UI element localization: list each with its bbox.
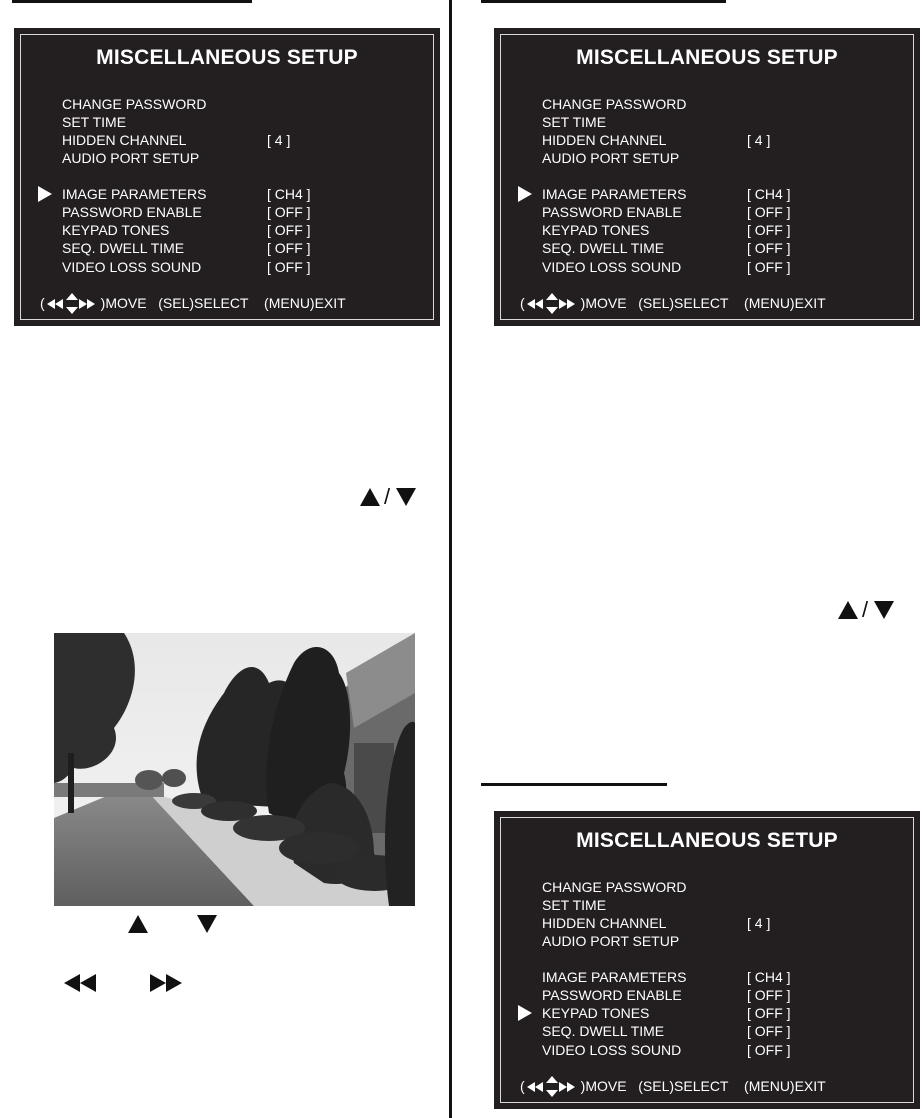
footer-move-label: )MOVE xyxy=(100,295,147,311)
menu-item[interactable]: KEYPAD TONES xyxy=(62,222,170,238)
section-rule-top-right xyxy=(481,0,726,3)
menu-item[interactable]: HIDDEN CHANNEL xyxy=(62,132,187,148)
footer-select-label: (SEL)SELECT xyxy=(158,295,249,311)
menu-item[interactable]: VIDEO LOSS SOUND xyxy=(542,1042,682,1058)
menu-item-value: [ CH4 ] xyxy=(747,969,791,985)
arrow-separator: / xyxy=(384,484,391,509)
menu-item[interactable]: PASSWORD ENABLE xyxy=(62,204,202,220)
down-arrow-icon xyxy=(874,601,894,619)
camera-image-photo xyxy=(54,633,415,906)
footer-move-label: )MOVE xyxy=(580,1078,627,1094)
menu-item-value: [ OFF ] xyxy=(747,1042,791,1058)
menu-title: MISCELLANEOUS SETUP xyxy=(96,46,358,69)
menu-item[interactable]: SET TIME xyxy=(542,114,607,130)
navigation-arrows-icon xyxy=(525,1080,581,1094)
menu-item-value: [ OFF ] xyxy=(267,204,311,220)
menu-item[interactable]: PASSWORD ENABLE xyxy=(542,204,682,220)
navigation-arrows-icon xyxy=(45,297,101,311)
footer-exit-label: (MENU)EXIT xyxy=(744,295,826,311)
menu-item-value: [ 4 ] xyxy=(267,132,291,148)
menu-item[interactable]: SEQ. DWELL TIME xyxy=(542,1023,665,1039)
menu-item[interactable]: KEYPAD TONES xyxy=(542,222,650,238)
osd-inner-frame xyxy=(500,34,914,320)
menu-item[interactable]: IMAGE PARAMETERS xyxy=(62,186,207,202)
menu-item-value: [ OFF ] xyxy=(267,222,311,238)
menu-footer xyxy=(40,295,346,311)
navigation-arrows-icon xyxy=(525,297,581,311)
menu-title: MISCELLANEOUS SETUP xyxy=(576,46,838,69)
menu-item[interactable]: SEQ. DWELL TIME xyxy=(62,240,185,256)
menu-footer xyxy=(520,1078,826,1094)
osd-screen-bottom-right xyxy=(494,811,920,1109)
up-arrow-icon xyxy=(128,915,148,933)
down-arrow-icon xyxy=(396,488,416,506)
arrow-separator: / xyxy=(862,597,869,622)
footer-open-paren: ( xyxy=(520,295,525,311)
footer-open-paren: ( xyxy=(40,295,45,311)
menu-item[interactable]: AUDIO PORT SETUP xyxy=(62,150,200,166)
menu-item[interactable]: IMAGE PARAMETERS xyxy=(542,969,687,985)
footer-select-label: (SEL)SELECT xyxy=(638,295,729,311)
menu-item-value: [ OFF ] xyxy=(267,240,311,256)
menu-item-value: [ OFF ] xyxy=(747,259,791,275)
menu-item[interactable]: PASSWORD ENABLE xyxy=(542,987,682,1003)
double-right-arrow-icon xyxy=(150,974,186,992)
menu-item-value: [ 4 ] xyxy=(747,132,771,148)
menu-item[interactable]: CHANGE PASSWORD xyxy=(542,879,687,895)
footer-exit-label: (MENU)EXIT xyxy=(264,295,346,311)
menu-item[interactable]: SET TIME xyxy=(62,114,127,130)
menu-item-value: [ OFF ] xyxy=(747,240,791,256)
osd-inner-frame xyxy=(500,817,914,1103)
osd-screen-top-right xyxy=(494,28,920,326)
menu-title: MISCELLANEOUS SETUP xyxy=(576,829,838,852)
menu-item[interactable]: SET TIME xyxy=(542,897,607,913)
menu-item[interactable]: CHANGE PASSWORD xyxy=(542,96,687,112)
footer-open-paren: ( xyxy=(520,1078,525,1094)
down-arrow-icon xyxy=(197,915,217,933)
double-left-arrow-icon xyxy=(64,974,100,992)
menu-item[interactable]: AUDIO PORT SETUP xyxy=(542,150,680,166)
column-divider xyxy=(449,0,452,1118)
menu-item[interactable]: VIDEO LOSS SOUND xyxy=(62,259,202,275)
menu-item-value: [ OFF ] xyxy=(747,222,791,238)
menu-item-value: [ OFF ] xyxy=(267,259,311,275)
selection-cursor-icon xyxy=(518,186,532,202)
menu-item[interactable]: VIDEO LOSS SOUND xyxy=(542,259,682,275)
menu-item[interactable]: IMAGE PARAMETERS xyxy=(542,186,687,202)
menu-item-value: [ 4 ] xyxy=(747,915,771,931)
menu-item[interactable]: AUDIO PORT SETUP xyxy=(542,933,680,949)
osd-screen-top-left xyxy=(14,28,440,326)
menu-item-value: [ OFF ] xyxy=(747,1023,791,1039)
menu-footer xyxy=(520,295,826,311)
menu-item[interactable]: HIDDEN CHANNEL xyxy=(542,915,667,931)
menu-item-value: [ OFF ] xyxy=(747,204,791,220)
camera-image-drawing xyxy=(54,633,415,906)
menu-item-value: [ OFF ] xyxy=(747,987,791,1003)
menu-item-value: [ CH4 ] xyxy=(747,186,791,202)
up-arrow-icon xyxy=(838,601,858,619)
section-rule-bottom-right xyxy=(481,783,667,786)
menu-item-value: [ CH4 ] xyxy=(267,186,311,202)
footer-select-label: (SEL)SELECT xyxy=(638,1078,729,1094)
menu-item[interactable]: KEYPAD TONES xyxy=(542,1005,650,1021)
footer-exit-label: (MENU)EXIT xyxy=(744,1078,826,1094)
section-rule-top-left xyxy=(12,0,252,3)
selection-cursor-icon xyxy=(518,1005,532,1021)
menu-item[interactable]: SEQ. DWELL TIME xyxy=(542,240,665,256)
footer-move-label: )MOVE xyxy=(580,295,627,311)
osd-inner-frame xyxy=(20,34,434,320)
up-arrow-icon xyxy=(360,488,380,506)
menu-item-value: [ OFF ] xyxy=(747,1005,791,1021)
selection-cursor-icon xyxy=(38,186,52,202)
menu-item[interactable]: HIDDEN CHANNEL xyxy=(542,132,667,148)
menu-item[interactable]: CHANGE PASSWORD xyxy=(62,96,207,112)
